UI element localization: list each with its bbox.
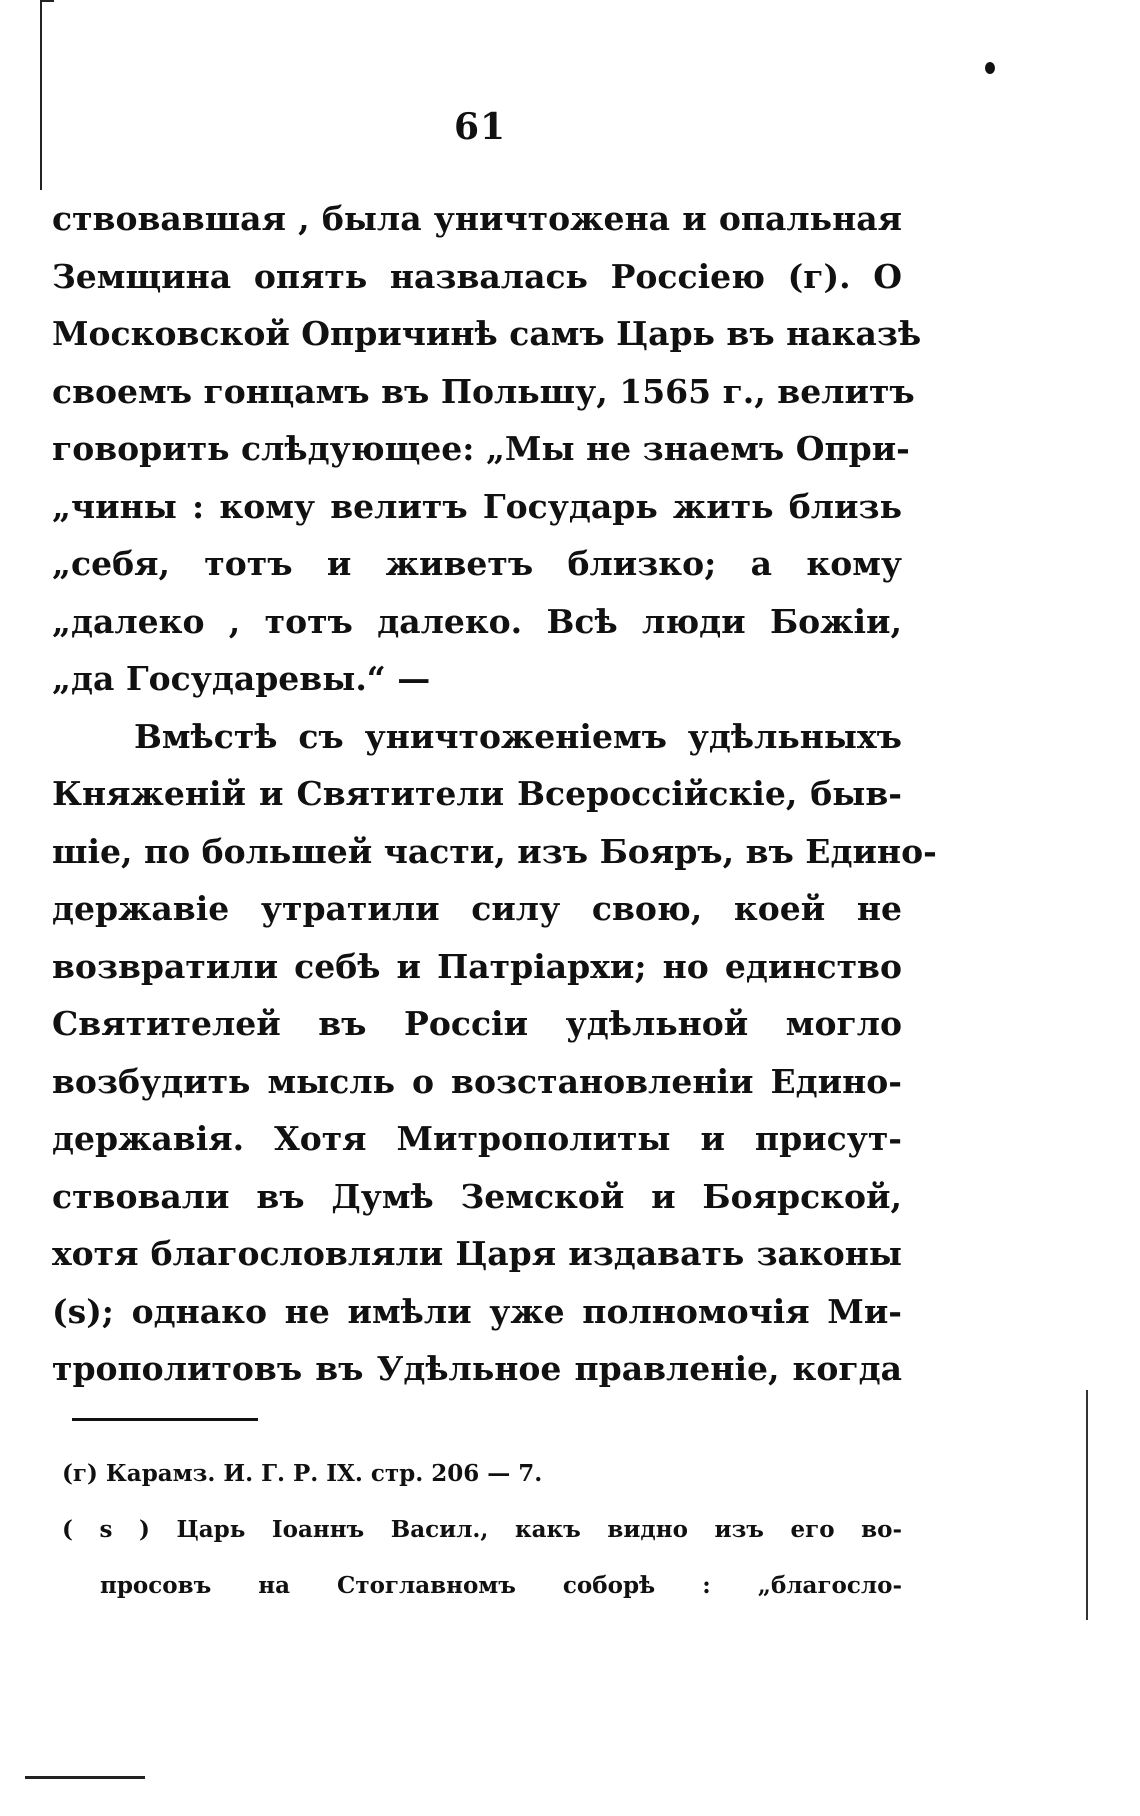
- text-line-paragraph-start: Вмѣстѣ съ уничтоженіемъ удѣльныхъ: [134, 716, 902, 756]
- text-line: (s); однако не имѣли уже полномочія Ми-: [52, 1291, 902, 1331]
- footnote-s: ( s ) Царь Іоаннъ Васил., какъ видно изъ его во-: [62, 1516, 902, 1543]
- text-line: своемъ гонцамъ въ Польшу, 1565 г., велитъ: [52, 371, 915, 411]
- ink-spot: [985, 62, 995, 74]
- text-line: говорить слѣдующее: „Мы не знаемъ Опри-: [52, 429, 910, 468]
- footnote-divider: [72, 1418, 258, 1421]
- scan-bottom-mark: [25, 1776, 145, 1779]
- text-line: возвратили себѣ и Патріархи; но единство: [52, 946, 902, 986]
- text-line: Земщина опять назвалась Россіею (г). О: [52, 256, 902, 296]
- scan-edge-left: [40, 0, 42, 190]
- text-line: трополитовъ въ Удѣльное правленіе, когда: [52, 1349, 902, 1388]
- text-line: державія. Хотя Митрополиты и присут-: [52, 1119, 902, 1158]
- footnote-s-continuation: просовъ на Стоглавномъ соборѣ : „благосло-: [100, 1572, 902, 1599]
- footnotes: [62, 1446, 902, 1614]
- text-line: Святителей въ Россіи удѣльной могло: [52, 1004, 902, 1043]
- text-line: Московской Опричинѣ самъ Царь въ наказѣ: [52, 314, 922, 353]
- text-line: хотя благословляли Царя издавать законы: [52, 1234, 902, 1273]
- text-line: „чины : кому велитъ Государь жить близь: [52, 486, 902, 526]
- main-text: [52, 190, 937, 1398]
- text-line: шіе, по большей части, изъ Бояръ, въ Едино-: [52, 831, 937, 871]
- text-line: „да Государевы.“ —: [52, 659, 431, 698]
- text-line: „себя, тотъ и живетъ близко; а кому: [52, 544, 902, 583]
- scan-edge-tick: [40, 0, 54, 2]
- text-line: ствовали въ Думѣ Земской и Боярской,: [52, 1176, 902, 1216]
- text-line: ствовавшая , была уничтожена и опальная: [52, 199, 902, 238]
- footnote-g: (г) Карамз. И. Г. Р. IX. стр. 206 — 7.: [62, 1460, 543, 1487]
- text-line: Княженій и Святители Всероссійскіе, быв-: [52, 774, 902, 813]
- page-number: 61: [453, 106, 507, 148]
- text-line: возбудить мысль о возстановленіи Едино-: [52, 1061, 902, 1101]
- scan-edge-right: [1086, 1390, 1088, 1620]
- text-line: державіе утратили силу свою, коей не: [52, 889, 902, 928]
- text-line: „далеко , тотъ далеко. Всѣ люди Божіи,: [52, 601, 902, 641]
